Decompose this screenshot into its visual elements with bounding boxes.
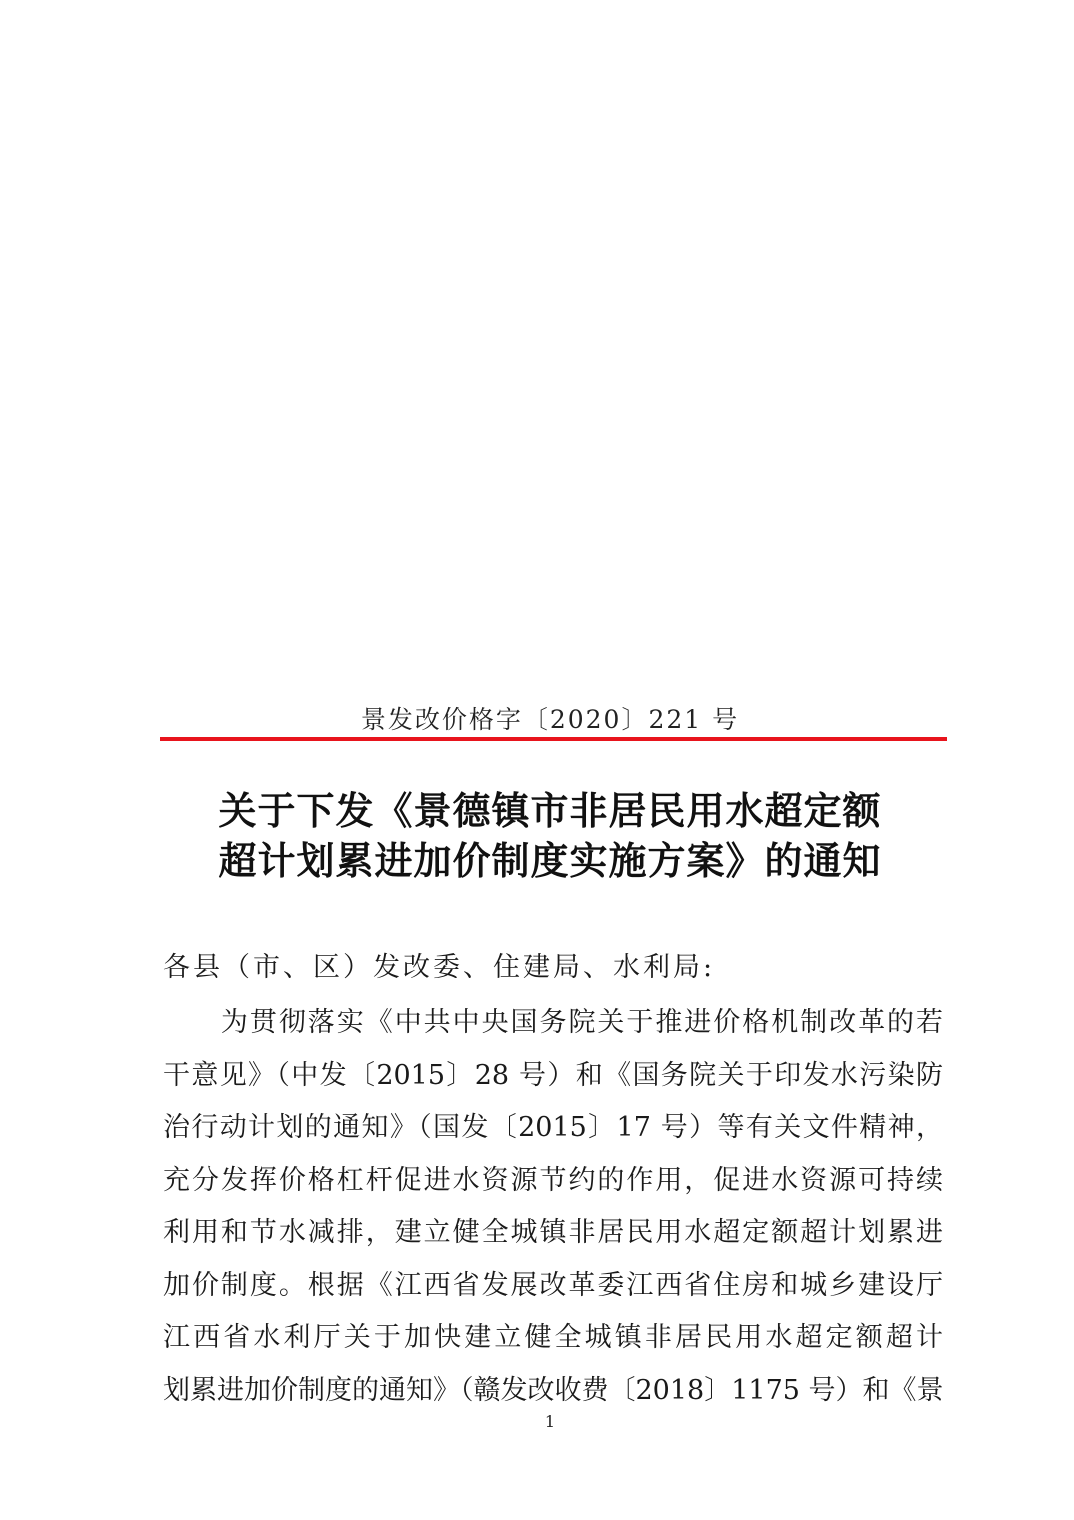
body-text	[163, 997, 943, 1417]
red-separator-line	[160, 737, 947, 741]
body-line: 为贯彻落实《中共中央国务院关于推进价格机制改革的若	[163, 1007, 943, 1038]
body-line: 加价制度。根据《江西省发展改革委江西省住房和城乡建设厅	[163, 1269, 943, 1301]
body-line: 利用和节水减排，建立健全城镇非居民用水超定额超计划累进	[163, 1217, 943, 1248]
page-number: 1	[544, 1412, 556, 1431]
salutation: 各县（市、区）发改委、住建局、水利局:	[163, 952, 716, 983]
document-number: 景发改价格字〔2020〕221 号	[360, 705, 740, 734]
body-line: 干意见》（中发〔2015〕28 号）和《国务院关于印发水污染防	[163, 1059, 943, 1091]
document-title	[0, 786, 1074, 886]
body-line: 充分发挥价格杠杆促进水资源节约的作用，促进水资源可持续	[163, 1164, 943, 1196]
body-line: 划累进加价制度的通知》（赣发改收费〔2018〕1175 号）和《景	[163, 1374, 944, 1406]
body-line: 江西省水利厅关于加快建立健全城镇非居民用水超定额超计	[163, 1322, 943, 1353]
title-line-2: 超计划累进加价制度实施方案》的通知	[218, 839, 882, 883]
title-line-1: 关于下发《景德镇市非居民用水超定额	[218, 789, 882, 833]
body-line: 治行动计划的通知》（国发〔2015〕17 号）等有关文件精神，	[163, 1112, 943, 1143]
